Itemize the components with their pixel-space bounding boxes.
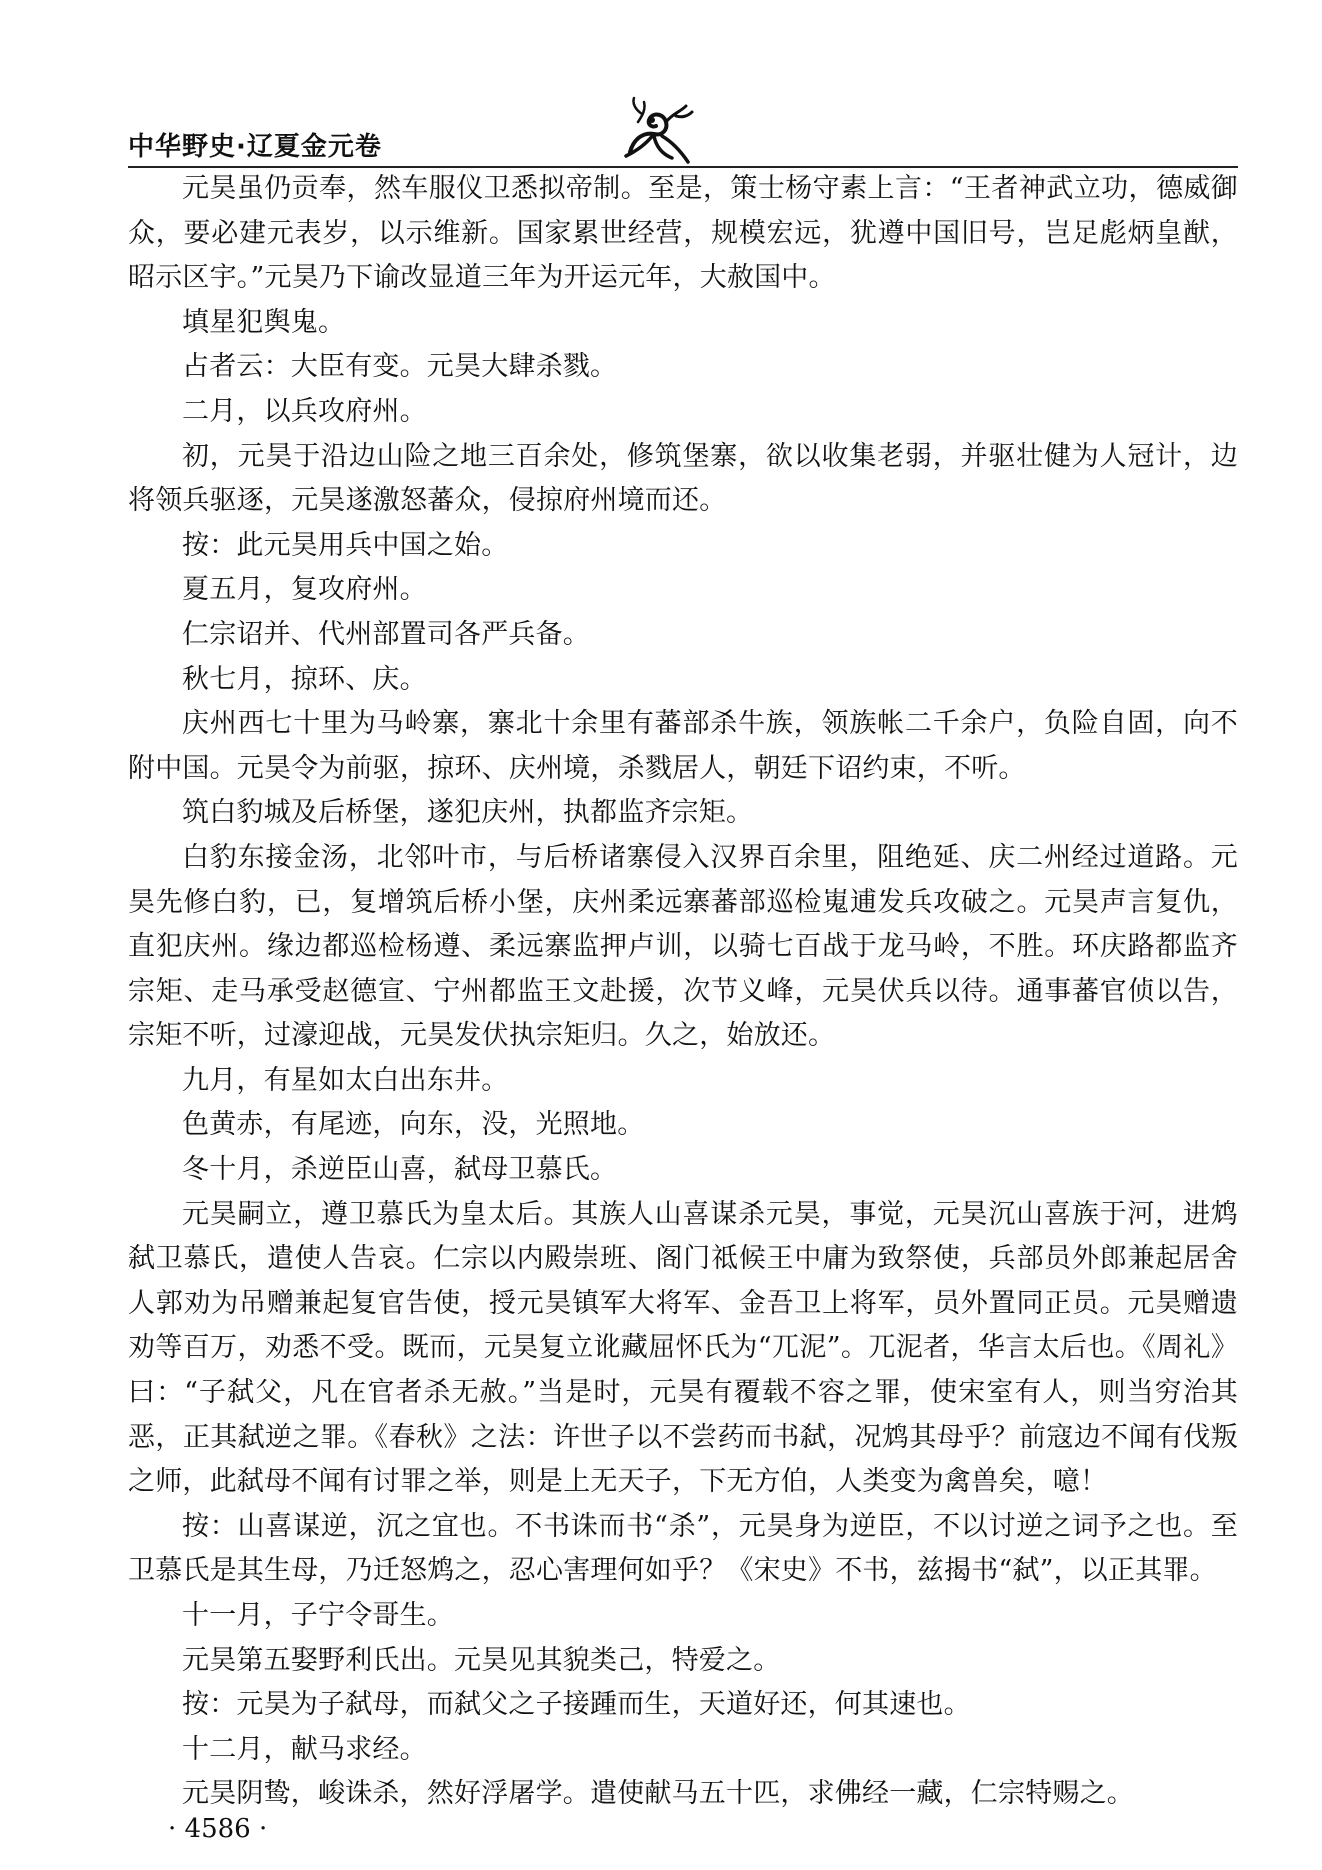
paragraph: 二月，以兵攻府州。 — [182, 395, 427, 427]
body-text — [128, 167, 1238, 1817]
paragraph: 占者云：大臣有变。元昊大肆杀戮。 — [182, 351, 618, 383]
paragraph: 初，元昊于沿边山险之地三百余处，修筑堡寨，欲以收集老弱，并驱壮健为人冠计，边将领兵驱逐，元昊遂激怒蕃众，侵掠府州境而还。 — [128, 440, 1238, 517]
paragraph: 按：山喜谋逆，沉之宜也。不书诛而书“杀”，元昊身为逆臣，不以讨逆之词予之也。至卫慕氏是其生母，乃迁怒鸩之，忍心害理何如乎？《宋史》不书，兹揭书“弑”，以正其罪。 — [128, 1510, 1238, 1587]
dragon-emblem-icon — [616, 92, 696, 166]
paragraph: 元昊第五娶野利氏出。元昊见其貌类己，特爱之。 — [182, 1644, 781, 1676]
paragraph: 按：此元昊用兵中国之始。 — [182, 529, 509, 561]
page-number: · 4586 · — [168, 1814, 268, 1844]
running-header — [128, 92, 1238, 162]
paragraph: 十二月，献马求经。 — [182, 1733, 427, 1765]
paragraph: 色黄赤，有尾迹，向东，没，光照地。 — [182, 1109, 645, 1141]
paragraph: 按：元昊为子弑母，而弑父之子接踵而生，天道好还，何其速也。 — [182, 1689, 971, 1721]
paragraph: 秋七月，掠环、庆。 — [182, 663, 427, 695]
paragraph: 冬十月，杀逆臣山喜，弑母卫慕氏。 — [182, 1154, 618, 1186]
book-title: 中华野史·辽夏金元卷 — [128, 132, 382, 162]
paragraph: 九月，有星如太白出东井。 — [182, 1064, 509, 1096]
paragraph: 筑白豹城及后桥堡，遂犯庆州，执都监齐宗矩。 — [182, 797, 754, 829]
paragraph: 白豹东接金汤，北邻叶市，与后桥诸寨侵入汉界百余里，阻绝延、庆二州经过道路。元昊先修白豹，已，复增筑后桥小堡，庆州柔远寨蕃部巡检嵬逋发兵攻破之。元昊声言复仇，直犯庆州。缘边都巡检杨遵、柔远寨监押卢训，以骑七百战于龙马岭，不胜。环庆路都监齐宗矩、走马承受赵德宣、宁州都监王文赴援，次节义峰，元昊伏兵以待。通事蕃官侦以告，宗矩不听，过濠迎战，元昊发伏执宗矩归。久之，始放还。 — [128, 841, 1238, 1052]
paragraph: 仁宗诏并、代州部置司各严兵备。 — [182, 618, 590, 650]
paragraph: 元昊阴鸷，峻诛杀，然好浮屠学。遣使献马五十匹，求佛经一藏，仁宗特赐之。 — [182, 1778, 1134, 1810]
paragraph: 夏五月，复攻府州。 — [182, 574, 427, 606]
paragraph: 填星犯舆鬼。 — [182, 306, 346, 338]
paragraph: 元昊虽仍贡奉，然车服仪卫悉拟帝制。至是，策士杨守素上言：“王者神武立功，德威御众，要必建元表岁，以示维新。国家累世经营，规模宏远，犹遵中国旧号，岂足彪炳皇猷，昭示区宇。”元昊乃下谕改显道三年为开运元年，大赦国中。 — [128, 173, 1238, 294]
paragraph: 庆州西七十里为马岭寨，寨北十余里有蕃部杀牛族，领族帐二千余户，负险自固，向不附中国。元昊令为前驱，掠环、庆州境，杀戮居人，朝廷下诏约束，不听。 — [128, 708, 1238, 784]
paragraph: 元昊嗣立，遵卫慕氏为皇太后。其族人山喜谋杀元昊，事觉，元昊沉山喜族于河，进鸩弑卫慕氏，遣使人告哀。仁宗以内殿崇班、阁门祗候王中庸为致祭使，兵部员外郎兼起居舍人郭劝为吊赠兼起复官告使，授元昊镇军大将军、金吾卫上将军，员外置同正员。元昊赠遗劝等百万，劝悉不受。既而，元昊复立讹藏屈怀氏为“兀泥”。兀泥者，华言太后也。《周礼》曰：“子弑父，凡在官者杀无赦。”当是时，元昊有覆载不容之罪，使宋室有人，则当穷治其恶，正其弑逆之罪。《春秋》之法：许世子以不尝药而书弑，况鸩其母乎？前寇边不闻有伐叛之师，此弑母不闻有讨罪之举，则是上无天子，下无方伯，人类变为禽兽矣，噫！ — [128, 1198, 1238, 1498]
paragraph: 十一月，子宁令哥生。 — [182, 1600, 454, 1631]
